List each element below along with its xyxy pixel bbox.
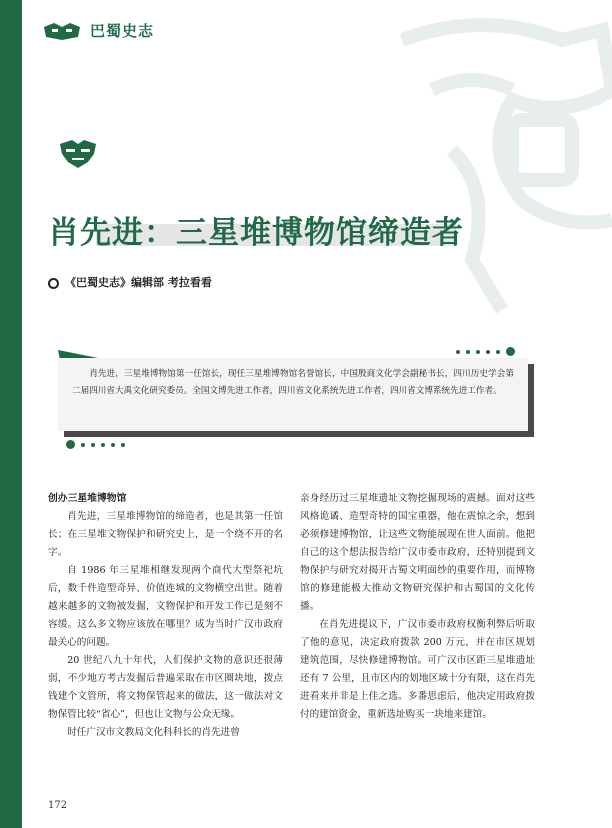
journal-section-title: 巴蜀史志 <box>90 22 155 40</box>
paragraph: 亲身经历过三星堆遗址文物挖掘现场的震撼。面对这些风格诡谲、造型奇特的国宝重器，他在震惊之余，想到必须修建博物馆，让这些文物能展现在世人面前。他把自己的这个想法报告给广汉市委市政府，还特别提到文物保护与研究对揭开古蜀文明面纱的重要作用，而博物馆的修建能极大推动文物研究保护和古蜀国的文化传播。 <box>300 493 535 612</box>
paragraph: 肖先进，三星堆博物馆的缔造者，也是其第一任馆长；在三星堆文物保护和研究史上，是一个绕不开的名字。 <box>48 511 283 558</box>
bronze-mask-emblem-icon <box>58 140 98 170</box>
left-accent-bar <box>0 0 22 828</box>
right-column <box>300 490 535 724</box>
byline-text: 《巴蜀史志》编辑部 考拉看看 <box>65 276 212 289</box>
article-title: 肖先进：三星堆博物馆缔造者 <box>48 215 464 251</box>
left-column <box>48 490 283 742</box>
bronze-mask-decoration <box>362 0 612 320</box>
paragraph: 时任广汉市文教局文化科科长的肖先进曾 <box>67 727 240 738</box>
decorative-dots-top <box>456 347 515 356</box>
decorative-dots-bottom <box>66 440 125 449</box>
article-byline <box>48 274 212 290</box>
paragraph: 在肖先进提议下，广汉市委市政府权衡利弊后听取了他的意见，决定政府拨款 200 万元，并在市区规划建筑范围，尽快修建博物馆。可广汉市区距三星堆遗址还有 7 公里，且市区内的划地区域十分有限，这在肖先进看来并非是上佳之选。多番思虑后，他决定用政府拨付的建馆资金，重新选址购买一块地来建馆。 <box>300 619 535 720</box>
journal-header <box>42 20 154 41</box>
bronze-mask-icon <box>42 21 82 41</box>
paragraph: 自 1986 年三星堆相继发现两个商代大型祭祀坑后，数千件造型奇异、价值连城的文物横空出世。随着越来越多的文物被发掘，文物保护和开发工作已是刻不容缓。这么多文物应该放在哪里？成为当时广汉市政府最关心的问题。 <box>48 565 283 648</box>
intro-text: 肖先进，三星堆博物馆第一任馆长，现任三星堆博物馆名誉馆长，中国殷商文化学会副秘书长，四川历史学会第二届四川省大禹文化研究委员。全国文博先进工作者，四川省文化系统先进工作者，四川省文博系统先进工作者。 <box>72 369 514 396</box>
paragraph: 20 世纪八九十年代，人们保护文物的意识还很薄弱，不少地方考古发掘后普遍采取在市区圈块地，拨点钱建个文管所，将文物保管起来的做法，这一做法对文物保管比较“省心”，但也让文物与公众无缘。 <box>48 655 283 720</box>
bullet-icon <box>48 278 59 289</box>
page-number: 172 <box>48 800 68 811</box>
section-heading: 创办三星堆博物馆 <box>48 493 127 504</box>
intro-box <box>58 358 528 431</box>
